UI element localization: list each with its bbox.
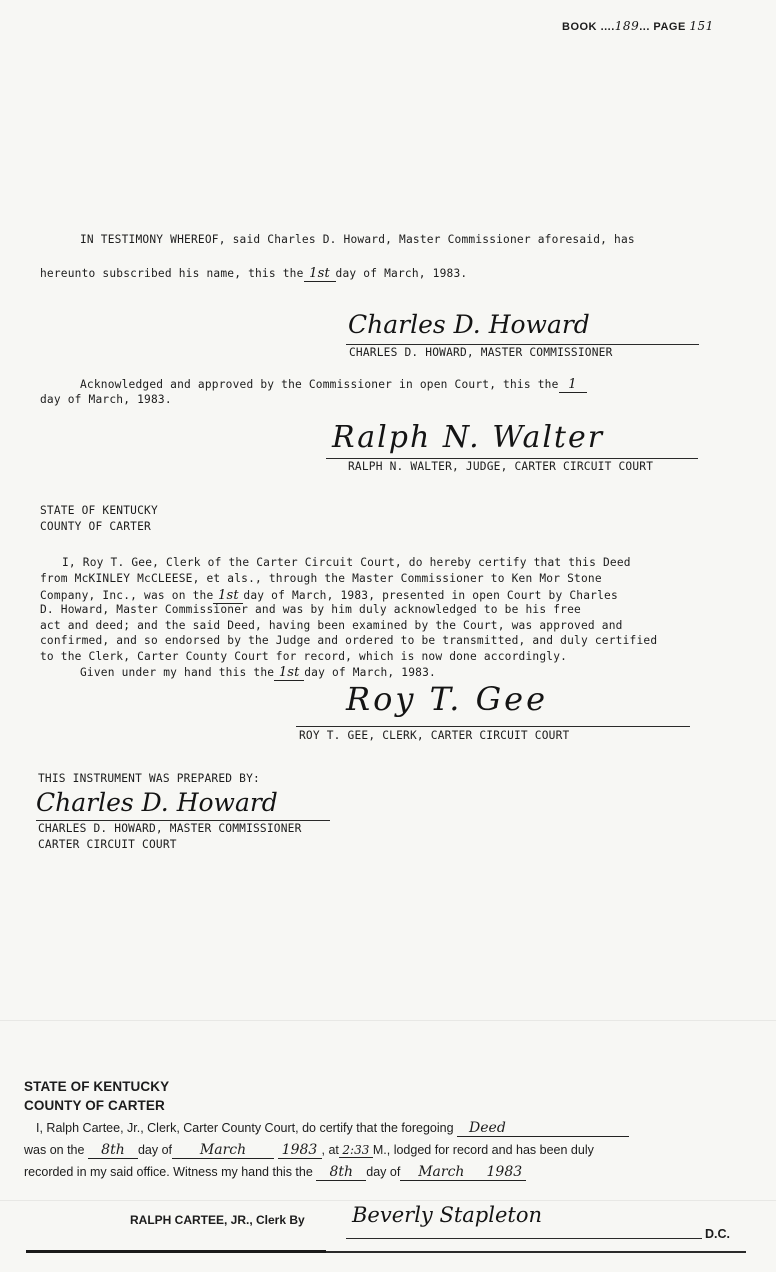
preparer-office: CARTER CIRCUIT COURT	[38, 838, 177, 851]
stamp-text: recorded in my said office. Witness my hand this the	[24, 1165, 313, 1179]
stamp-day: 8th	[316, 1164, 366, 1181]
clerk-cert-line	[80, 665, 436, 681]
judge-signature: Ralph N. Walter	[332, 420, 605, 455]
clerk-cert-day: 1st	[274, 665, 304, 681]
clerk-cert-line: from McKINLEY McCLEESE, et als., through the Master Commissioner to Ken Mor Stone	[40, 572, 602, 585]
book-number: 189	[614, 19, 640, 33]
stamp-line-1	[36, 1120, 629, 1137]
clerk-cert-line: D. Howard, Master Commissioner and was by him duly acknowledged to be his free	[40, 603, 581, 616]
clerk-cert-line: act and deed; and the said Deed, having been examined by the Court, was approved and	[40, 619, 623, 632]
howard-caption: CHARLES D. HOWARD, MASTER COMMISSIONER	[349, 346, 613, 359]
acknowledged-line-1	[80, 377, 587, 393]
acknowledged-text: Acknowledged and approved by the Commissioner in open Court, this the	[80, 378, 559, 391]
stamp-month: March	[172, 1142, 274, 1159]
judge-caption: RALPH N. WALTER, JUDGE, CARTER CIRCUIT COURT	[348, 460, 654, 473]
testimony-text-end: day of March, 1983.	[335, 267, 468, 280]
howard-signature: Charles D. Howard	[348, 310, 590, 339]
stamp-text: was on the	[24, 1143, 85, 1157]
stamp-dc-label: D.C.	[705, 1227, 730, 1241]
stamp-day: 8th	[88, 1142, 138, 1159]
testimony-day: 1st	[304, 266, 336, 282]
stamp-year: 1983	[482, 1164, 526, 1181]
clerk-cert-line	[40, 588, 618, 604]
stamp-text: day of	[137, 1143, 173, 1157]
page-number: 151	[689, 19, 714, 33]
stamp-text: , at	[321, 1143, 339, 1157]
signature-line	[296, 726, 690, 727]
stamp-time: 2:33	[339, 1143, 373, 1158]
clerk-cert-line: I, Roy T. Gee, Clerk of the Carter Circuit Court, do hereby certify that this Deed	[62, 556, 631, 569]
book-label: BOOK	[562, 21, 597, 33]
acknowledged-line-2: day of March, 1983.	[40, 393, 172, 406]
signature-line	[36, 820, 330, 821]
stamp-clerk-label: RALPH CARTEE, JR., Clerk By	[130, 1213, 305, 1227]
county-heading: COUNTY OF CARTER	[40, 520, 151, 533]
clerk-cert-line: confirmed, and so endorsed by the Judge and ordered to be transmitted, and duly certified	[40, 634, 658, 647]
clerk-cert-text: Company, Inc., was on the	[40, 589, 214, 602]
stamp-instrument-type: Deed	[457, 1120, 629, 1137]
stamp-text: M., lodged for record and has been duly	[372, 1143, 594, 1157]
stamp-border-line	[26, 1250, 326, 1253]
clerk-cert-line: to the Clerk, Carter County Court for record, which is now done accordingly.	[40, 650, 568, 663]
preparer-name: CHARLES D. HOWARD, MASTER COMMISSIONER	[38, 822, 302, 835]
stamp-text: day of	[366, 1165, 401, 1179]
fold-line	[0, 1200, 776, 1201]
signature-line	[346, 344, 699, 345]
clerk-cert-text: Given under my hand this the	[80, 666, 275, 679]
stamp-border-line	[326, 1251, 746, 1253]
stamp-line-2	[24, 1142, 594, 1159]
book-page-reference	[562, 19, 714, 33]
clerk-cert-day: 1st	[213, 588, 243, 604]
fold-line	[0, 1020, 776, 1021]
testimony-text: hereunto subscribed his name, this the	[40, 267, 304, 280]
stamp-month: March	[400, 1164, 482, 1181]
signature-line	[346, 1238, 702, 1239]
stamp-state: STATE OF KENTUCKY	[24, 1079, 170, 1094]
testimony-line-2	[40, 266, 467, 282]
gee-caption: ROY T. GEE, CLERK, CARTER CIRCUIT COURT	[299, 729, 570, 742]
book-dots: ....	[600, 21, 615, 33]
acknowledged-day: 1	[559, 377, 587, 393]
preparer-signature: Charles D. Howard	[36, 788, 278, 817]
state-heading: STATE OF KENTUCKY	[40, 504, 158, 517]
stamp-year: 1983	[278, 1142, 322, 1159]
deputy-signature: Beverly Stapleton	[352, 1203, 542, 1227]
page-label: ... PAGE	[639, 21, 686, 33]
gee-signature: Roy T. Gee	[346, 680, 549, 718]
stamp-text: I, Ralph Cartee, Jr., Clerk, Carter County Court, do certify that the foregoing	[36, 1121, 454, 1135]
stamp-county: COUNTY OF CARTER	[24, 1098, 165, 1113]
prepared-by-label: THIS INSTRUMENT WAS PREPARED BY:	[38, 772, 260, 785]
signature-line	[326, 458, 698, 459]
testimony-line-1: IN TESTIMONY WHEREOF, said Charles D. Howard, Master Commissioner aforesaid, has	[80, 233, 635, 246]
stamp-line-3	[24, 1164, 526, 1181]
clerk-cert-text: day of March, 1983.	[304, 666, 436, 679]
clerk-cert-text: day of March, 1983, presented in open Court by Charles	[243, 589, 618, 602]
